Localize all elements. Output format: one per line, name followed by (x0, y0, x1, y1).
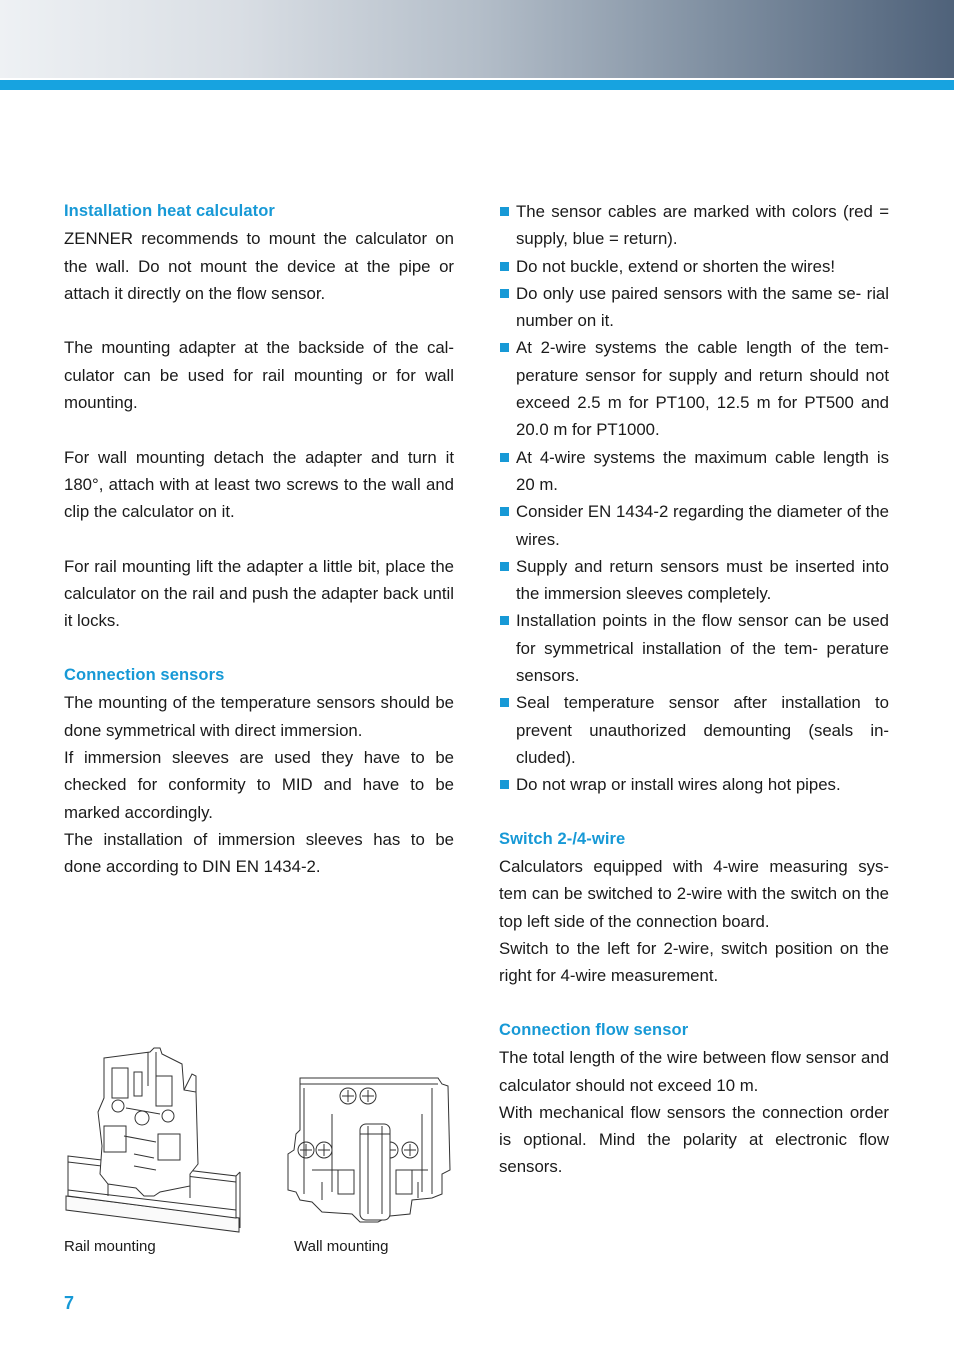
left-column (64, 198, 454, 880)
figure-caption-wall: Wall mounting (294, 1238, 389, 1255)
square-bullet-icon (500, 453, 509, 462)
heading-switch-2-4-wire: Switch 2-/4-wire (499, 829, 626, 848)
square-bullet-icon (500, 780, 509, 789)
rail-mounting-illustration (64, 1046, 242, 1236)
paragraph: Calculators equipped with 4-wire measuring sys- tem can be switched to 2-wire with the switch on the top left side of the connection board. (499, 857, 889, 931)
header-banner (0, 0, 954, 78)
heading-connection-flow-sensor: Connection flow sensor (499, 1020, 689, 1039)
paragraph: ZENNER recommends to mount the calculator on the wall. Do not mount the device at the pipe or attach it directly on the flow sensor. (64, 229, 454, 303)
right-column (499, 198, 889, 1181)
paragraph: If immersion sleeves are used they have to be checked for conformity to MID and have to be marked accordingly. (64, 747, 454, 822)
list-item: At 4-wire systems the maximum cable length is 20 m. (499, 444, 889, 499)
paragraph: Switch to the left for 2-wire, switch position on the right for 4-wire measurement. (499, 939, 889, 986)
list-item: Do not buckle, extend or shorten the wires! (499, 253, 889, 280)
list-item: Installation points in the flow sensor can be used for symmetrical installation of the tem- perature sensors. (499, 607, 889, 689)
list-item: Supply and return sensors must be inserted into the immersion sleeves completely. (499, 553, 889, 608)
heading-installation-heat-calculator: Installation heat calculator (64, 202, 275, 220)
square-bullet-icon (500, 562, 509, 571)
square-bullet-icon (500, 507, 509, 516)
square-bullet-icon (500, 262, 509, 271)
square-bullet-icon (500, 289, 509, 298)
paragraph: The total length of the wire between flow sensor and calculator should not exceed 10 m. (499, 1048, 889, 1095)
square-bullet-icon (500, 616, 509, 625)
list-item: The sensor cables are marked with colors (red = supply, blue = return). (499, 198, 889, 253)
square-bullet-icon (500, 343, 509, 352)
bullet-list (499, 198, 889, 799)
paragraph: The mounting adapter at the backside of the cal- culator can be used for rail mounting or for wall mounting. (64, 338, 454, 413)
paragraph: The installation of immersion sleeves has to be done according to DIN EN 1434-2. (64, 829, 454, 877)
paragraph: With mechanical flow sensors the connection order is optional. Mind the polarity at electronic flow sensors. (499, 1102, 889, 1177)
header-accent-line (0, 80, 954, 90)
list-item: Do not wrap or install wires along hot pipes. (499, 771, 889, 798)
square-bullet-icon (500, 698, 509, 707)
square-bullet-icon (500, 207, 509, 216)
heading-connection-sensors: Connection sensors (64, 666, 225, 685)
figure-caption-rail: Rail mounting (64, 1238, 156, 1255)
list-item: At 2-wire systems the cable length of the tem- perature sensor for supply and return should not exceed 2.5 m for PT100, 12.5 m for PT500 and 20.0 m for PT1000. (499, 334, 889, 443)
wall-mounting-illustration (282, 1074, 454, 1224)
list-item: Seal temperature sensor after installation to prevent unauthorized demounting (seals in- cluded). (499, 689, 889, 771)
page-number: 7 (64, 1293, 75, 1313)
list-item: Consider EN 1434-2 regarding the diameter of the wires. (499, 498, 889, 553)
paragraph: For rail mounting lift the adapter a little bit, place the calculator on the rail and push the adapter back until it locks. (64, 556, 454, 631)
paragraph: For wall mounting detach the adapter and turn it 180°, attach with at least two screws to the wall and clip the calculator on it. (64, 447, 454, 522)
list-item: Do only use paired sensors with the same se- rial number on it. (499, 280, 889, 335)
paragraph: The mounting of the temperature sensors should be done symmetrical with direct immersion. (64, 693, 454, 740)
